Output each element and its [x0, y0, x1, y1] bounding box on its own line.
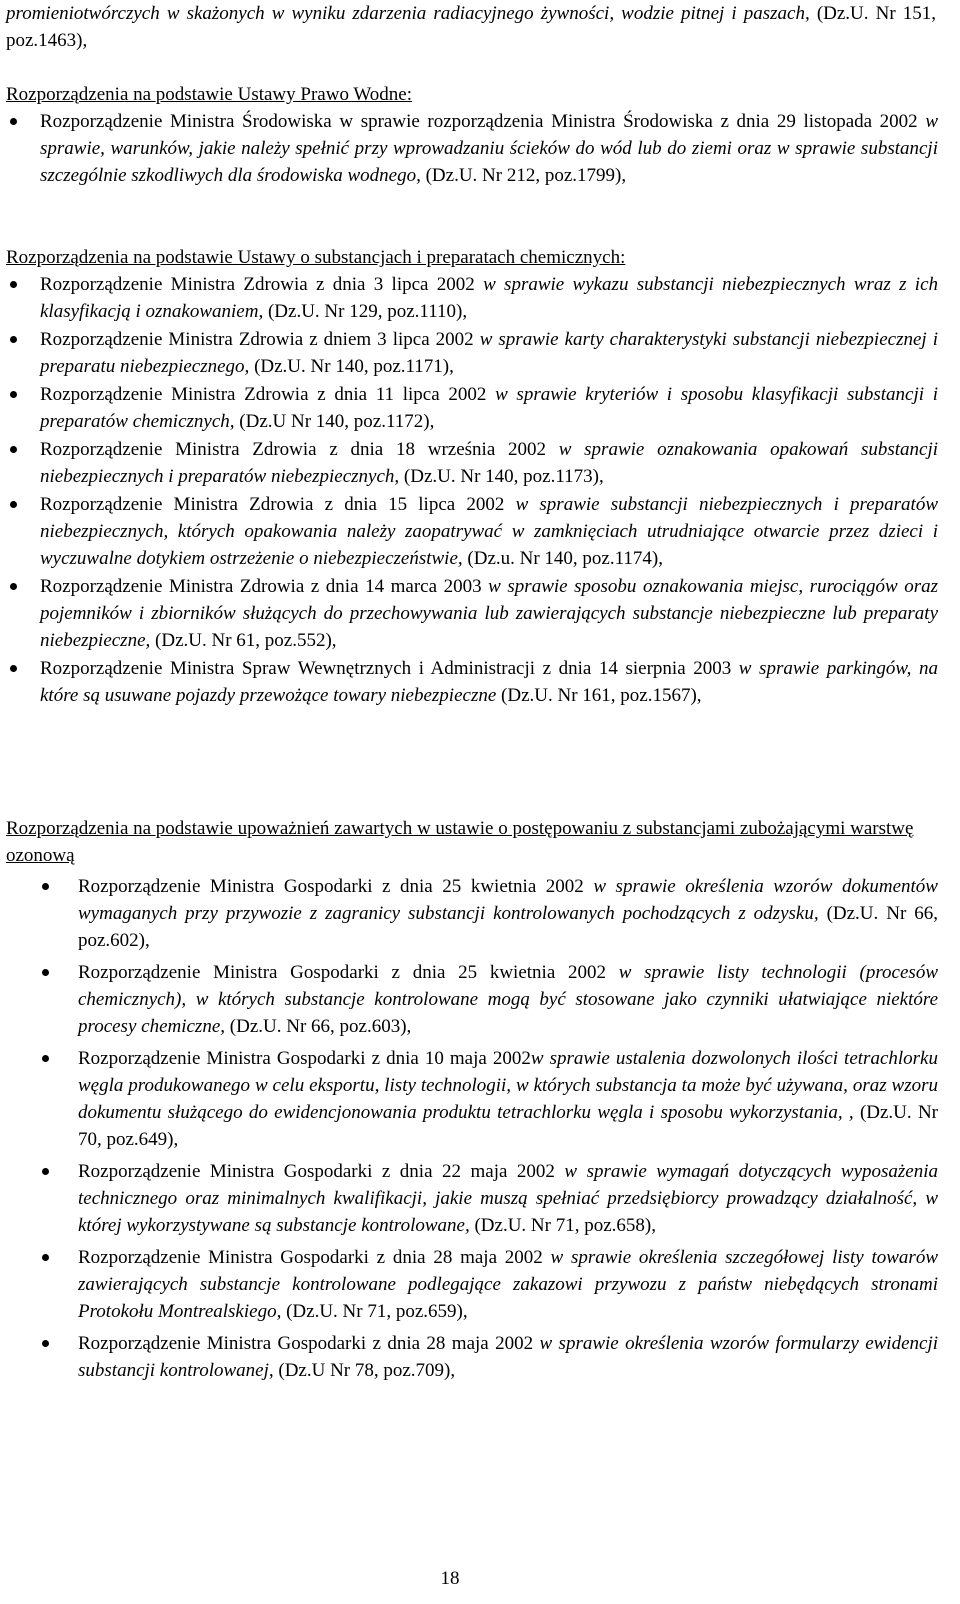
regulation-subject: w sprawie listy technologii (procesów chemicznych), w których substancje kontrolowane mogą być stosowane jako czynniki ułatwiające niektóre procesy chemiczne, — [78, 962, 938, 1037]
regulation-list — [6, 108, 938, 189]
regulation-reference: (Dz.u. Nr 140, poz.1174), — [467, 548, 663, 569]
regulation-list — [6, 873, 938, 1384]
list-item — [6, 1244, 938, 1325]
regulation-reference: (Dz.U. Nr 71, poz.658), — [474, 1215, 656, 1236]
list-item — [6, 573, 938, 654]
regulation-subject: w sprawie ustalenia dozwolonych ilości tetrachlorku węgla produkowanego w celu eksportu, listy technologii, w których substancja ta może być używana, oraz wzoru dokumentu służącego do ewidencjonowania produktu tetrachlorku węgla i sposobu wykorzystania, , — [78, 1048, 938, 1123]
regulation-reference: (Dz.U. Nr 71, poz.659), — [286, 1301, 468, 1322]
regulation-title: Rozporządzenie Ministra Gospodarki z dnia 25 kwietnia 2002 — [78, 876, 584, 897]
regulation-reference: (Dz.U. Nr 66, poz.602), — [78, 903, 938, 951]
regulation-title: Rozporządzenie Ministra Zdrowia z dnia 18 września 2002 — [40, 439, 546, 460]
regulation-title: Rozporządzenie Ministra Zdrowia z dniem 3 lipca 2002 — [40, 329, 474, 350]
list-item — [6, 1158, 938, 1239]
list-item — [6, 381, 938, 435]
bullet-icon — [10, 118, 17, 125]
regulation-subject: w sprawie wykazu substancji niebezpiecznych wraz z ich klasyfikacją i oznakowaniem, — [40, 274, 938, 322]
section-heading: Rozporządzenia na podstawie upoważnień zawartych w ustawie o postępowaniu z substancjami zubożającymi warstwę ozonową — [6, 818, 914, 866]
regulation-title: Rozporządzenie Ministra Spraw Wewnętrznych i Administracji z dnia 14 sierpnia 2003 — [40, 658, 732, 679]
bullet-icon — [42, 883, 49, 890]
regulation-reference: (Dz.U. Nr 212, poz.1799), — [425, 165, 627, 186]
section-water-law — [6, 81, 938, 189]
section-heading: Rozporządzenia na podstawie Ustawy Prawo Wodne: — [6, 84, 412, 105]
page-number: 18 — [440, 1568, 460, 1589]
regulation-title: Rozporządzenie Ministra Gospodarki z dnia 28 maja 2002 — [78, 1333, 534, 1354]
intro-reference: (Dz.U. Nr 151, poz.1463), — [6, 3, 936, 51]
regulation-reference: (Dz.U. Nr 66, poz.603), — [229, 1016, 412, 1037]
regulation-subject: w sprawie substancji niebezpiecznych i preparatów niebezpiecznych, których opakowania należy zaopatrywać w zamknięciach utrudniające otwarcie przez dzieci i wyczuwalne dotykiem ostrzeżenie o niebezpieczeństwie, — [40, 494, 938, 569]
regulation-title: Rozporządzenie Ministra Zdrowia z dnia 15 lipca 2002 — [40, 494, 505, 515]
regulation-reference: (Dz.U. Nr 140, poz.1173), — [403, 466, 604, 487]
section-ozone-law — [6, 815, 938, 1389]
bullet-icon — [10, 583, 17, 590]
bullet-icon — [42, 1254, 49, 1261]
regulation-subject: w sprawie określenia szczegółowej listy towarów zawierających substancje kontrolowane podlegające zakazowi przywozu z państw niebędących stronami Protokołu Montrealskiego, — [78, 1247, 939, 1322]
regulation-reference: (Dz.U. Nr 161, poz.1567), — [501, 685, 702, 706]
regulation-title: Rozporządzenie Ministra Gospodarki z dnia 10 maja 2002 — [78, 1048, 531, 1069]
regulation-reference: (Dz.U. Nr 70, poz.649), — [78, 1102, 938, 1150]
regulation-subject: w sprawie oznakowania opakowań substancji niebezpiecznych i preparatów niebezpiecznych, — [40, 439, 939, 487]
list-item — [6, 491, 938, 572]
list-item — [6, 1330, 938, 1384]
list-item — [6, 959, 938, 1040]
regulation-subject: w sprawie kryteriów i sposobu klasyfikacji substancji i preparatów chemicznych, — [40, 384, 939, 432]
regulation-subject: w sprawie karty charakterystyki substancji niebezpiecznej i preparatu niebezpiecznego, — [40, 329, 938, 377]
section-heading: Rozporządzenia na podstawie Ustawy o substancjach i preparatach chemicznych: — [6, 247, 626, 268]
regulation-subject: w sprawie parkingów, na które są usuwane pojazdy przewożące towary niebezpieczne — [40, 658, 938, 706]
regulation-reference: (Dz.U. Nr 129, poz.1110), — [267, 301, 468, 322]
bullet-icon — [10, 665, 17, 672]
list-item — [6, 271, 938, 325]
regulation-title: Rozporządzenie Ministra Zdrowia z dnia 11 lipca 2002 — [40, 384, 487, 405]
list-item — [6, 655, 938, 709]
bullet-icon — [42, 969, 49, 976]
intro-text: promieniotwórczych w skażonych w wyniku zdarzenia radiacyjnego żywności, wodzie pitnej i paszach, — [6, 3, 810, 24]
list-item — [6, 108, 938, 189]
list-item — [6, 436, 938, 490]
regulation-subject: w sprawie wymagań dotyczących wyposażenia technicznego oraz minimalnych kwalifikacji, jakie muszą spełniać przedsiębiorcy prowadzący działalność, w której wykorzystywane są substancje kontrolowane, — [78, 1161, 938, 1236]
bullet-icon — [10, 281, 17, 288]
regulation-title: Rozporządzenie Ministra Gospodarki z dnia 28 maja 2002 — [78, 1247, 543, 1268]
regulation-list — [6, 271, 938, 709]
list-item — [6, 1045, 938, 1153]
bullet-icon — [42, 1055, 49, 1062]
regulation-title: Rozporządzenie Ministra Zdrowia z dnia 3 lipca 2002 — [40, 274, 475, 295]
list-item — [6, 873, 938, 954]
bullet-icon — [10, 446, 17, 453]
regulation-reference: (Dz.U. Nr 61, poz.552), — [155, 630, 337, 651]
bullet-icon — [10, 501, 17, 508]
regulation-title: Rozporządzenie Ministra Zdrowia z dnia 14 marca 2003 — [40, 576, 482, 597]
list-item — [6, 326, 938, 380]
regulation-title: Rozporządzenie Ministra Środowiska w sprawie rozporządzenia Ministra Środowiska z dnia 29 listopada 2002 — [40, 111, 918, 132]
bullet-icon — [42, 1168, 49, 1175]
regulation-title: Rozporządzenie Ministra Gospodarki z dnia 22 maja 2002 — [78, 1161, 555, 1182]
bullet-icon — [10, 336, 17, 343]
regulation-reference: (Dz.U Nr 78, poz.709), — [278, 1360, 456, 1381]
bullet-icon — [10, 391, 17, 398]
regulation-subject: w sprawie, warunków, jakie należy spełnić przy wprowadzaniu ścieków do wód lub do ziemi oraz w sprawie substancji szczególnie szkodliwych dla środowiska wodnego, — [40, 111, 939, 186]
regulation-title: Rozporządzenie Ministra Gospodarki z dnia 25 kwietnia 2002 — [78, 962, 606, 983]
section-chemicals-law — [6, 244, 938, 710]
intro-paragraph — [6, 0, 936, 54]
regulation-subject: w sprawie sposobu oznakowania miejsc, rurociągów oraz pojemników i zbiorników służących do przechowywania lub zawierających substancje niebezpieczne lub preparaty niebezpieczne, — [40, 576, 938, 651]
bullet-icon — [42, 1340, 49, 1347]
regulation-reference: (Dz.U. Nr 140, poz.1171), — [254, 356, 454, 377]
regulation-reference: (Dz.U Nr 140, poz.1172), — [239, 411, 435, 432]
regulation-subject: w sprawie określenia wzorów formularzy ewidencji substancji kontrolowanej, — [78, 1333, 938, 1381]
regulation-subject: w sprawie określenia wzorów dokumentów wymaganych przy przywozie z zagranicy substancji kontrolowanych pochodzących z odzysku, — [78, 876, 938, 924]
